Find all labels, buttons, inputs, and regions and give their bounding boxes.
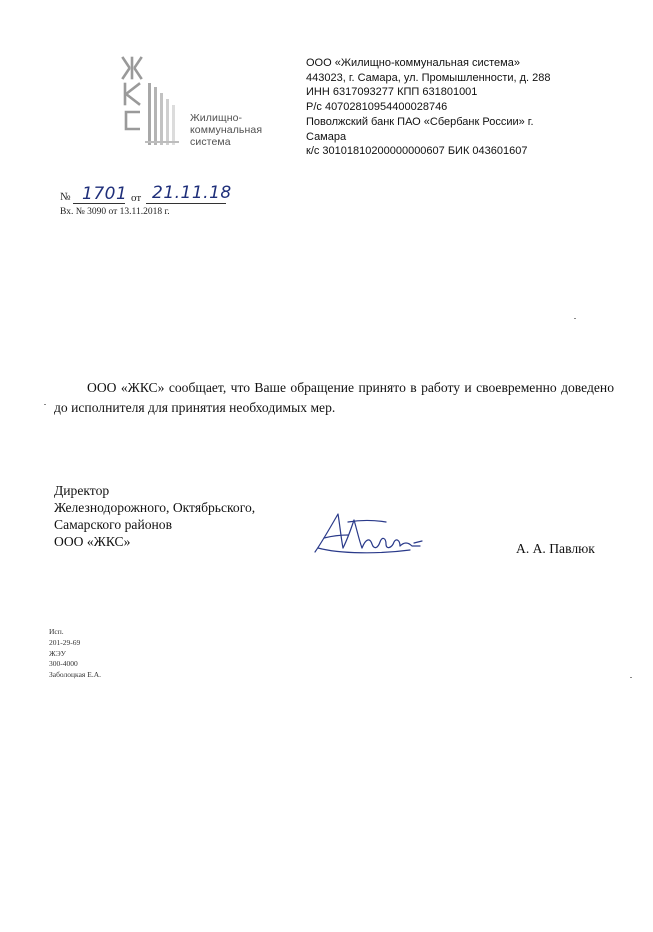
outgoing-registration [60,183,240,223]
date-underline [146,203,226,204]
company-address: 443023, г. Самара, ул. Промышленности, д. 288 [306,71,551,84]
handwritten-signature-icon [310,508,425,558]
logo-text [190,112,300,148]
letter-body [54,378,614,418]
company-corr-account-bik: к/с 30101810200000000607 БИК 043601607 [306,145,528,158]
company-requisites [306,56,606,159]
outgoing-date: 21.11.18 [152,183,232,203]
outgoing-number: 1701 [82,184,128,204]
position-line: Самарского районов [54,517,173,532]
logo-text-line: Жилищно- [190,112,243,124]
incoming-reference: Вх. № 3090 от 13.11.2018 г. [60,207,170,217]
company-inn-kpp: ИНН 6317093277 КПП 631801001 [306,86,478,99]
executor-info [49,627,101,681]
signatory-position [54,482,255,550]
position-line: Директор [54,483,110,498]
company-logo [112,53,292,153]
executor-line: 201-29-69 [49,637,81,647]
number-sign-label: № [60,191,71,203]
company-name: ООО «Жилищно-коммунальная система» [306,57,520,69]
executor-line: Заболоцкая Е.А. [49,670,101,680]
executor-line: ЖЭУ [49,648,66,658]
zhks-logo-mark-icon [112,53,192,153]
executor-line: Исп. [49,627,64,636]
logo-text-line: система [190,136,231,148]
company-bank-city: Самара [306,130,347,143]
position-line: Железнодорожного, Октябрьского, [54,500,256,515]
scan-speck [44,404,46,405]
scan-speck [574,318,576,319]
position-line: ООО «ЖКС» [54,534,131,549]
body-paragraph: ООО «ЖКС» сообщает, что Ваше обращение принято в работу и своевременно доведено до исполнителя для принятия необходимых мер. [54,380,614,415]
company-bank: Поволжский банк ПАО «Сбербанк России» г. [306,115,534,128]
logo-text-line: коммунальная [190,124,263,136]
company-account: Р/с 40702810954400028746 [306,101,448,114]
signer-name: А. А. Павлюк [516,541,595,556]
executor-line: 300-4000 [49,659,78,669]
date-from-label: от [131,192,142,204]
scan-speck [630,677,632,678]
